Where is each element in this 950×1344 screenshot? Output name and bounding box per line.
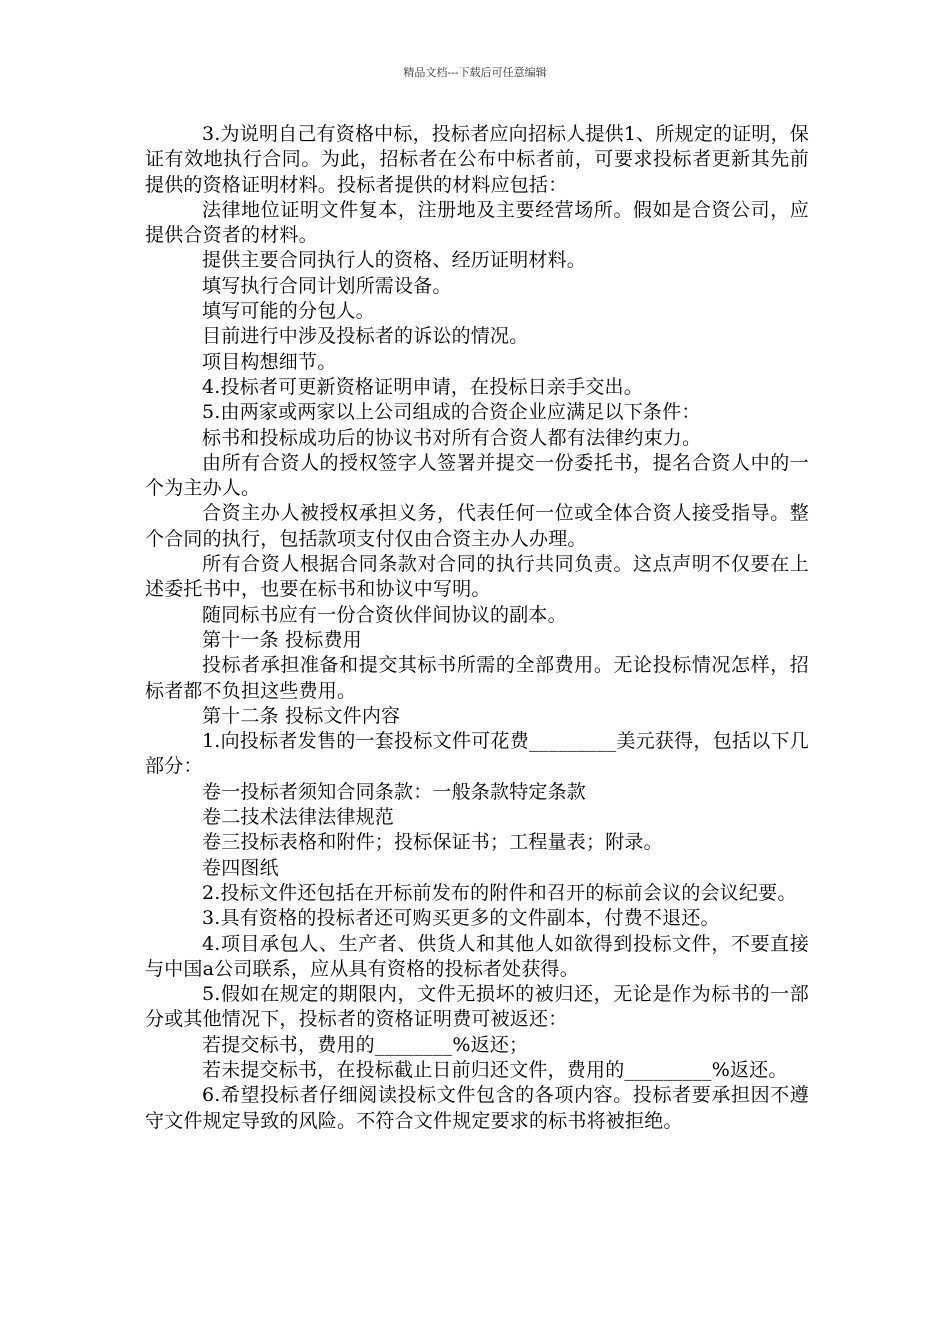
paragraph: 由所有合资人的授权签字人签署并提交一份委托书，提名合资人中的一个为主办人。 — [145, 451, 809, 500]
section-heading: 第十二条 投标文件内容 — [202, 704, 401, 727]
paragraph: 法律地位证明文件复本，注册地及主要经营场所。假如是合资公司，应提供合资者的材料。 — [145, 198, 809, 247]
paragraph: 填写可能的分包人。 — [202, 300, 375, 323]
paragraph: 4.项目承包人、生产者、供货人和其他人如欲得到投标文件，不要直接与中国a公司联系，应从具有资格的投标者处获得。 — [145, 932, 809, 980]
page-header: 精品文档---下载后可任意编辑 — [403, 66, 547, 79]
paragraph: 5.假如在规定的期限内，文件无损坏的被归还，无论是作为标书的一部分或其他情况下，投标者的资格证明费可被返还： — [145, 983, 809, 1031]
paragraph: 所有合资人根据合同条款对合同的执行共同负责。这点声明不仅要在上述委托书中，也要在标书和协议中写明。 — [145, 553, 809, 601]
paragraph: 5.由两家或两家以上公司组成的合资企业应满足以下条件： — [202, 401, 701, 424]
paragraph: 目前进行中涉及投标者的诉讼的情况。 — [202, 325, 529, 348]
paragraph: 卷二技术法律法律规范 — [202, 806, 395, 829]
paragraph: 卷四图纸 — [202, 856, 279, 879]
paragraph: 卷三投标表格和附件；投标保证书；工程量表；附录。 — [202, 831, 663, 854]
section-heading: 第十一条 投标费用 — [202, 628, 362, 651]
paragraph: 2.投标文件还包括在开标前发布的附件和召开的标前会议的会议纪要。 — [202, 881, 797, 904]
paragraph: 卷一投标者须知合同条款：一般条款特定条款 — [202, 780, 587, 803]
paragraph: 若提交标书，费用的________%返还； — [202, 1033, 529, 1056]
paragraph: 3.具有资格的投标者还可购买更多的文件副本，付费不退还。 — [202, 907, 720, 930]
paragraph: 6.希望投标者仔细阅读投标文件包含的各项内容。投标者要承担因不遵守文件规定导致的风险。不符合文件规定要求的标书将被拒绝。 — [145, 1084, 809, 1132]
paragraph: 提供主要合同执行人的资格、经历证明材料。 — [202, 249, 587, 272]
paragraph: 若未提交标书，在投标截止日前归还文件，费用的_________%返还。 — [202, 1058, 788, 1081]
document-body — [145, 122, 809, 1134]
paragraph: 合资主办人被授权承担义务，代表任何一位或全体合资人接受指导。整个合同的执行，包括款项支付仅由合资主办人办理。 — [145, 502, 809, 550]
paragraph: 1.向投标者发售的一套投标文件可花费_________美元获得，包括以下几部分： — [145, 730, 809, 778]
paragraph: 标书和投标成功后的协议书对所有合资人都有法律约束力。 — [202, 426, 702, 449]
paragraph: 填写执行合同计划所需设备。 — [202, 274, 452, 297]
paragraph: 3.为说明自己有资格中标，投标者应向招标人提供1、所规定的证明，保证有效地执行合同。为此，招标者在公布中标者前，可要求投标者更新其先前提供的资格证明材料。投标者提供的材料应包括： — [145, 123, 809, 196]
paragraph: 项目构想细节。 — [202, 350, 337, 373]
paragraph: 随同标书应有一份合资伙伴间协议的副本。 — [202, 603, 567, 626]
paragraph: 投标者承担准备和提交其标书所需的全部费用。无论投标情况怎样，招标者都不负担这些费用。 — [145, 654, 809, 702]
paragraph: 4.投标者可更新资格证明申请，在投标日亲手交出。 — [202, 375, 643, 398]
